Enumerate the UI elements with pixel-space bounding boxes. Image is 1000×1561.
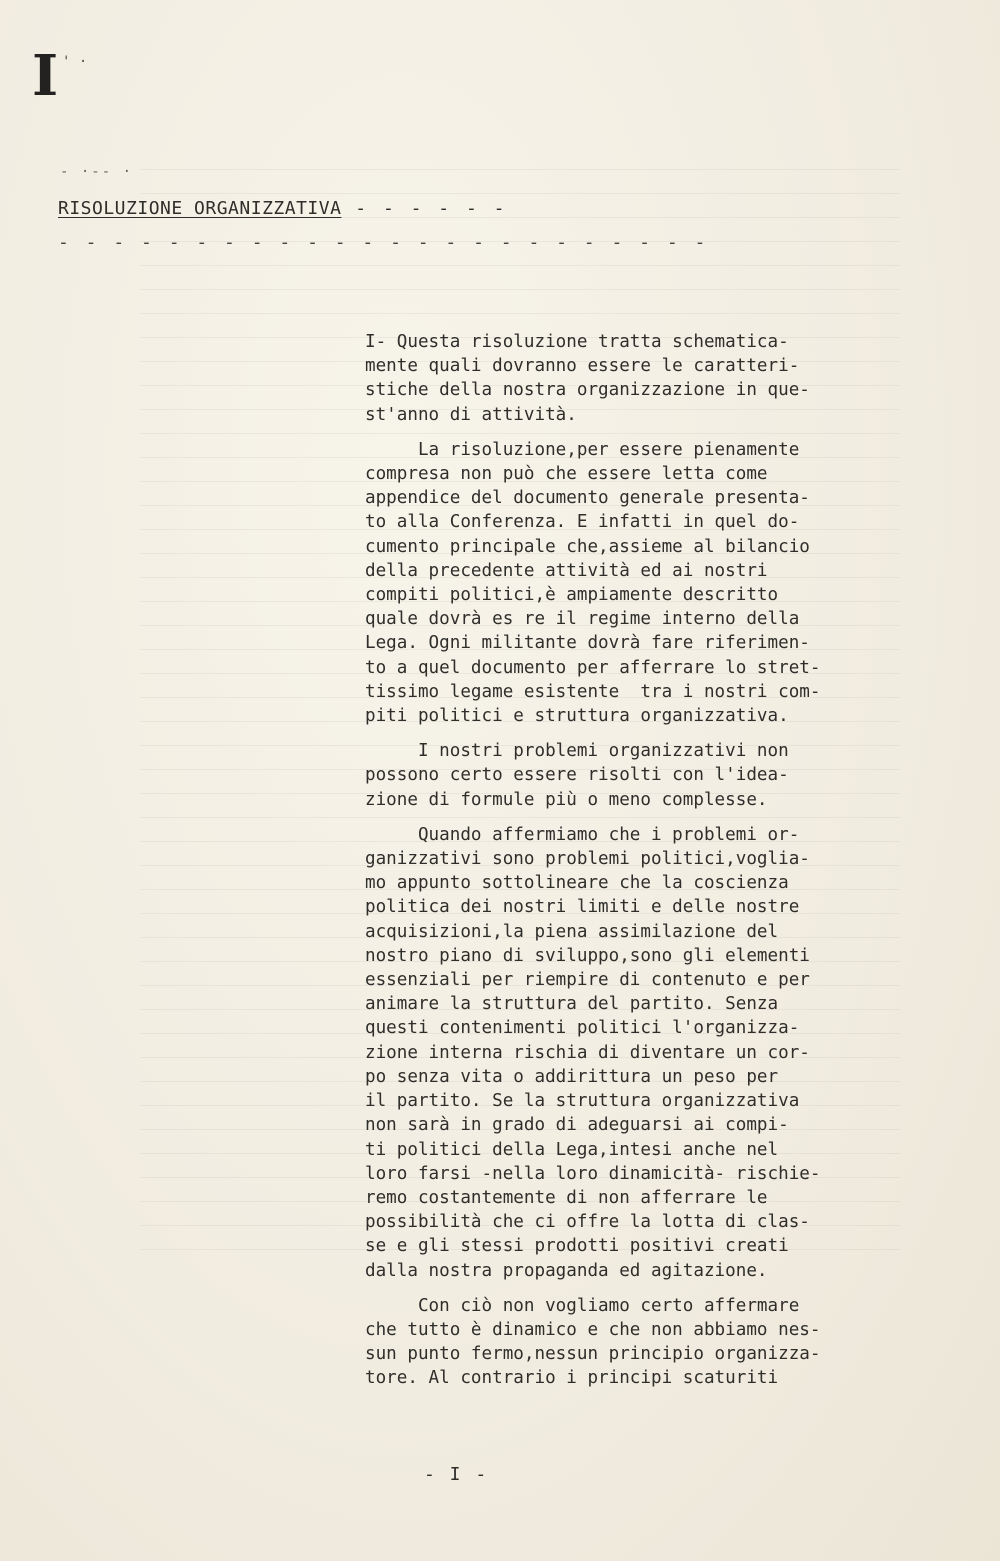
text-line: ti politici della Lega,intesi anche nel (365, 1139, 779, 1160)
text-line: tore. Al contrario i principi scaturiti (365, 1368, 779, 1389)
text-line: st'anno di attività. (365, 404, 577, 425)
text-line: remo costantemente di non afferrare le (365, 1187, 768, 1208)
paragraph (365, 330, 890, 427)
text-line: mo appunto sottolineare che la coscienza (365, 873, 789, 894)
text-line: politica dei nostri limiti e delle nostre (365, 897, 800, 918)
text-line: se e gli stessi prodotti positivi creati (365, 1236, 789, 1257)
text-line: compiti politici,è ampiamente descritto (365, 585, 779, 606)
text-line: possibilità che ci offre la lotta di clas- (365, 1212, 810, 1233)
text-line: to alla Conferenza. E infatti in quel do- (365, 512, 800, 533)
text-line: animare la struttura del partito. Senza (365, 994, 779, 1015)
text-line: cumento principale che,assieme al bilancio (365, 536, 810, 557)
paragraph (365, 739, 890, 812)
text-line: Lega. Ogni militante dovrà fare riferimen- (365, 633, 810, 654)
text-line: to a quel documento per afferrare lo stret- (365, 657, 821, 678)
corner-dots: ' · (62, 54, 88, 70)
text-line: non sarà in grado di adeguarsi ai compi- (365, 1115, 789, 1136)
text-line: acquisizioni,la piena assimilazione del (365, 921, 779, 942)
text-line: stiche della nostra organizzazione in que- (365, 380, 810, 401)
text-line: questi contenimenti politici l'organizza- (365, 1018, 800, 1039)
top-dash-marks: - ·-- · (60, 164, 134, 180)
text-line: I- Questa risoluzione tratta schematica- (365, 332, 789, 352)
text-line: po senza vita o addirittura un peso per (365, 1066, 779, 1087)
text-line: mente quali dovranno essere le caratteri- (365, 356, 800, 377)
text-line: sun punto fermo,nessun principio organizza- (365, 1344, 821, 1365)
paragraph (365, 1294, 890, 1391)
text-line: I nostri problemi organizzativi non (365, 741, 789, 762)
text-line: della precedente attività ed ai nostri (365, 560, 768, 581)
paragraph (365, 438, 890, 728)
text-line: compresa non può che essere letta come (365, 464, 768, 485)
corner-mark: I (32, 43, 59, 109)
text-line: essenziali per riempire di contenuto e per (365, 970, 810, 991)
text-line: quale dovrà es re il regime interno della (365, 609, 800, 630)
text-line: che tutto è dinamico e che non abbiamo nes- (365, 1319, 821, 1340)
text-line: tissimo legame esistente tra i nostri com- (365, 681, 821, 702)
title-trail-dashes: - - - - - - (341, 198, 508, 219)
text-line: nostro piano di sviluppo,sono gli elementi (365, 945, 810, 966)
text-line: piti politici e struttura organizzativa. (365, 706, 789, 727)
text-line: loro farsi -nella loro dinamicità- rischie- (365, 1163, 821, 1184)
text-line: dalla nostra propaganda ed agitazione. (365, 1260, 768, 1281)
text-line: Con ciò non vogliamo certo affermare (365, 1295, 800, 1316)
title-rule: - - - - - - - - - - - - - - - - - - - - - - - - (58, 232, 709, 253)
text-line: zione interna rischia di diventare un cor- (365, 1042, 810, 1063)
text-line: ganizzativi sono problemi politici,voglia- (365, 849, 810, 870)
text-line: appendice del documento generale presenta- (365, 488, 810, 509)
text-line: La risoluzione,per essere pienamente (365, 439, 800, 460)
paragraph (365, 823, 890, 1283)
body-text (365, 330, 890, 1402)
page-number: - I - (424, 1464, 489, 1485)
heading-line (58, 198, 507, 219)
text-line: possono certo essere risolti con l'idea- (365, 765, 789, 786)
text-line: Quando affermiamo che i problemi or- (365, 824, 800, 845)
document-title: RISOLUZIONE ORGANIZZATIVA (58, 198, 342, 219)
text-line: zione di formule più o meno complesse. (365, 789, 768, 810)
text-line: il partito. Se la struttura organizzativa (365, 1091, 800, 1112)
